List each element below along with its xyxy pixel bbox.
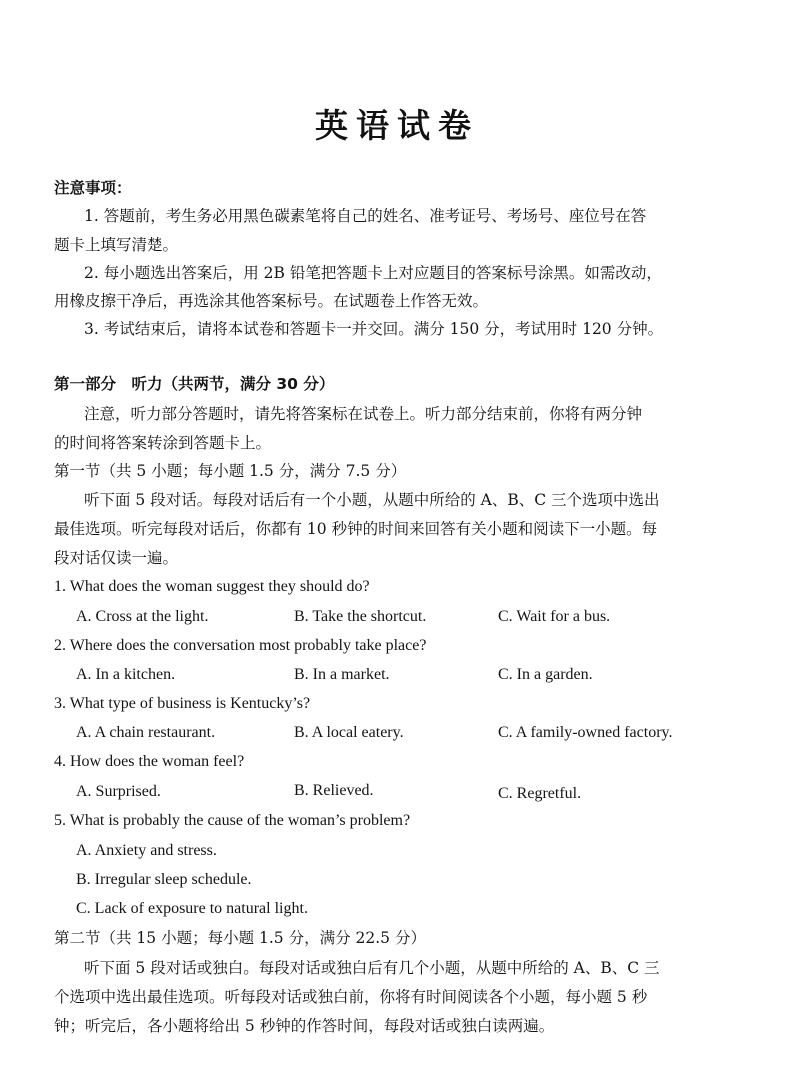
notice-item-1-line-2: 题卡上填写清楚。	[54, 236, 179, 254]
question-4-stem: 4. How does the woman feel?	[54, 753, 245, 770]
question-1-option-a: A. Cross at the light.	[76, 608, 209, 625]
question-4-option-c: C. Regretful.	[498, 785, 582, 802]
question-2-option-b: B. In a market.	[294, 666, 390, 683]
notice-item-1-line-1: 1. 答题前，考生务必用黑色碳素笔将自己的姓名、准考证号、考场号、座位号在答	[84, 207, 647, 225]
question-5-stem: 5. What is probably the cause of the woman’s problem?	[54, 812, 411, 829]
question-2-option-c: C. In a garden.	[498, 666, 593, 683]
section2-heading: 第二节（共 15 小题；每小题 1.5 分，满分 22.5 分）	[54, 929, 426, 947]
question-5-option-c: C. Lack of exposure to natural light.	[76, 900, 308, 917]
section2-instructions-line-3: 钟；听完后，各小题将给出 5 秒钟的作答时间，每段对话或独白读两遍。	[54, 1017, 555, 1035]
notice-item-2-line-2: 用橡皮擦干净后，再选涂其他答案标号。在试题卷上作答无效。	[54, 292, 489, 310]
question-3-option-b: B. A local eatery.	[294, 724, 404, 741]
notice-item-3-line-1: 3. 考试结束后，请将本试卷和答题卡一并交回。满分 150 分，考试用时 120 分钟。	[84, 320, 664, 338]
page-title: 英语试卷	[315, 106, 479, 145]
part1-intro-line-1: 注意，听力部分答题时，请先将答案标在试卷上。听力部分结束前，你将有两分钟	[84, 405, 643, 423]
section1-heading: 第一节（共 5 小题；每小题 1.5 分，满分 7.5 分）	[54, 462, 407, 480]
question-3-option-c: C. A family-owned factory.	[498, 724, 673, 741]
question-3-stem: 3. What type of business is Kentucky’s?	[54, 695, 311, 712]
question-4-option-a: A. Surprised.	[76, 783, 161, 800]
question-4-option-b: B. Relieved.	[294, 782, 374, 799]
question-3-option-a: A. A chain restaurant.	[76, 724, 216, 741]
question-1-option-b: B. Take the shortcut.	[294, 608, 427, 625]
question-1-stem: 1. What does the woman suggest they should do?	[54, 578, 370, 595]
section2-instructions-line-2: 个选项中选出最佳选项。听每段对话或独白前，你将有时间阅读各个小题，每小题 5 秒	[54, 988, 648, 1006]
question-5-option-b: B. Irregular sleep schedule.	[76, 871, 252, 888]
part1-intro-line-2: 的时间将答案转涂到答题卡上。	[54, 434, 272, 452]
question-5-option-a: A. Anxiety and stress.	[76, 842, 217, 859]
notice-heading: 注意事项：	[54, 179, 132, 197]
section1-instructions-line-1: 听下面 5 段对话。每段对话后有一个小题，从题中所给的 A、B、C 三个选项中选出	[84, 491, 660, 509]
question-2-option-a: A. In a kitchen.	[76, 666, 176, 683]
section2-instructions-line-1: 听下面 5 段对话或独白。每段对话或独白后有几个小题，从题中所给的 A、B、C 三	[84, 959, 660, 977]
part1-heading: 第一部分 听力（共两节，满分 30 分）	[54, 375, 335, 393]
notice-item-2-line-1: 2. 每小题选出答案后，用 2B 铅笔把答题卡上对应题目的答案标号涂黑。如需改动，	[84, 264, 662, 282]
question-1-option-c: C. Wait for a bus.	[498, 608, 611, 625]
section1-instructions-line-3: 段对话仅读一遍。	[54, 549, 179, 567]
question-2-stem: 2. Where does the conversation most probably take place?	[54, 637, 427, 654]
section1-instructions-line-2: 最佳选项。听完每段对话后，你都有 10 秒钟的时间来回答有关小题和阅读下一小题。每	[54, 520, 658, 538]
